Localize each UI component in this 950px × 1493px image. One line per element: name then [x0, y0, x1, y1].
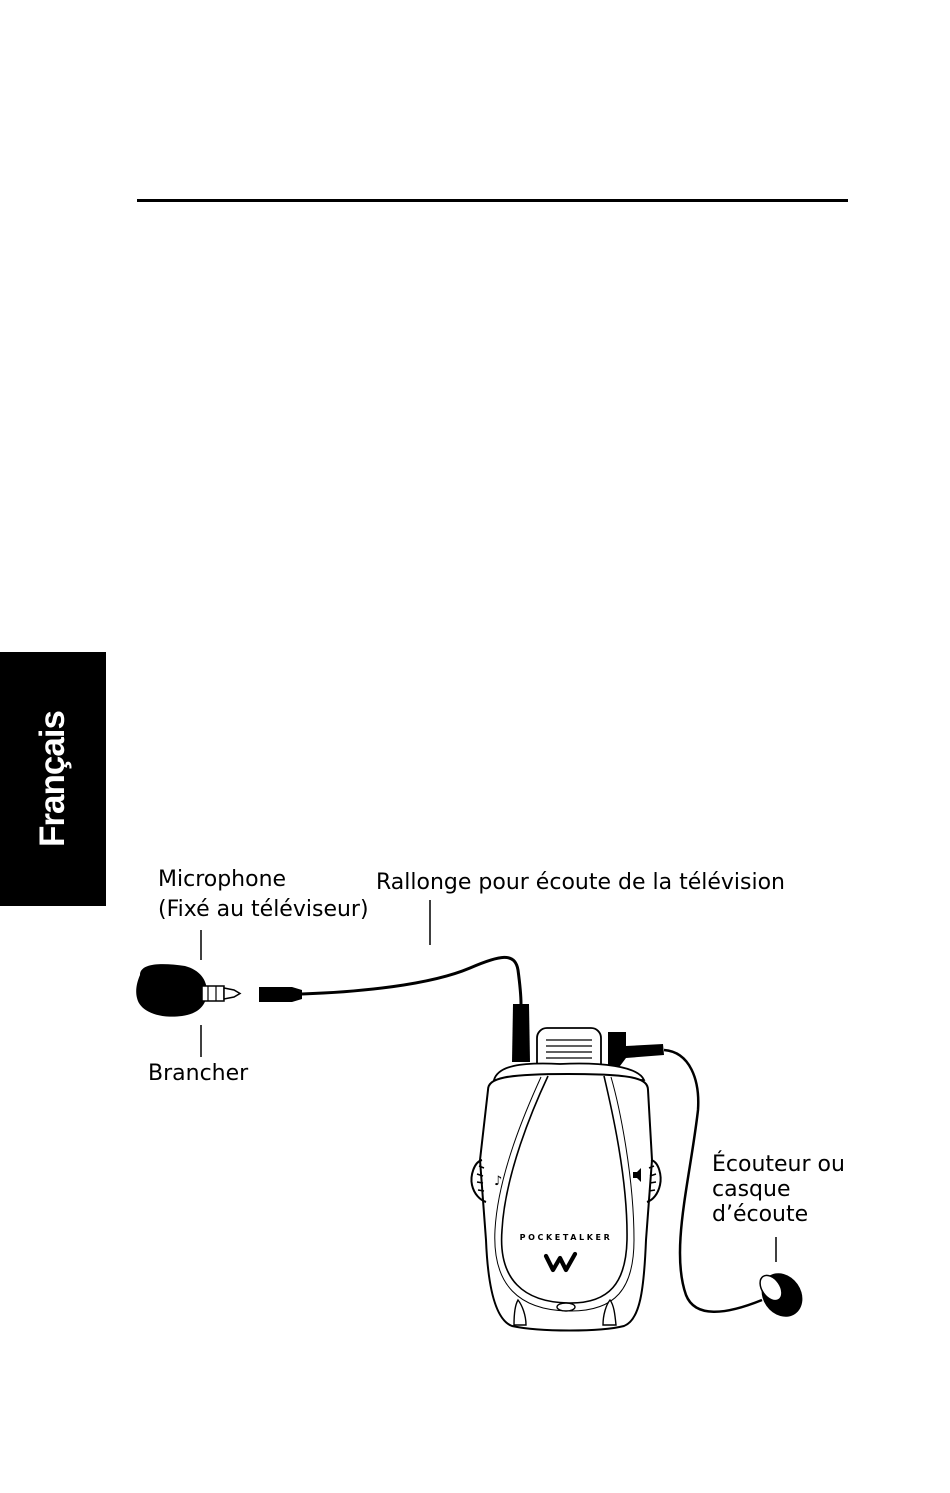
extension-cord-label: Rallonge pour écoute de la télévision [376, 870, 785, 895]
earphone-label-line2: casque [712, 1177, 791, 1202]
language-side-tab-label: Français [33, 711, 72, 847]
microphone-label-line2: (Fixé au téléviseur) [158, 897, 369, 922]
svg-text:♪: ♪ [494, 1174, 503, 1189]
device-brand-label: POCKETALKER [519, 1233, 613, 1242]
microphone-icon [136, 964, 240, 1017]
earphone-icon [753, 1265, 811, 1324]
plug-in-label: Brancher [148, 1061, 249, 1086]
earphone-label-line3: d’écoute [712, 1202, 809, 1227]
pocketalker-device [471, 1028, 660, 1331]
extension-cord [259, 957, 530, 1062]
microphone-label-line1: Microphone [158, 867, 287, 892]
device-indicator-light [557, 1303, 575, 1311]
earphone-label-line1: Écouteur ou [712, 1152, 845, 1177]
